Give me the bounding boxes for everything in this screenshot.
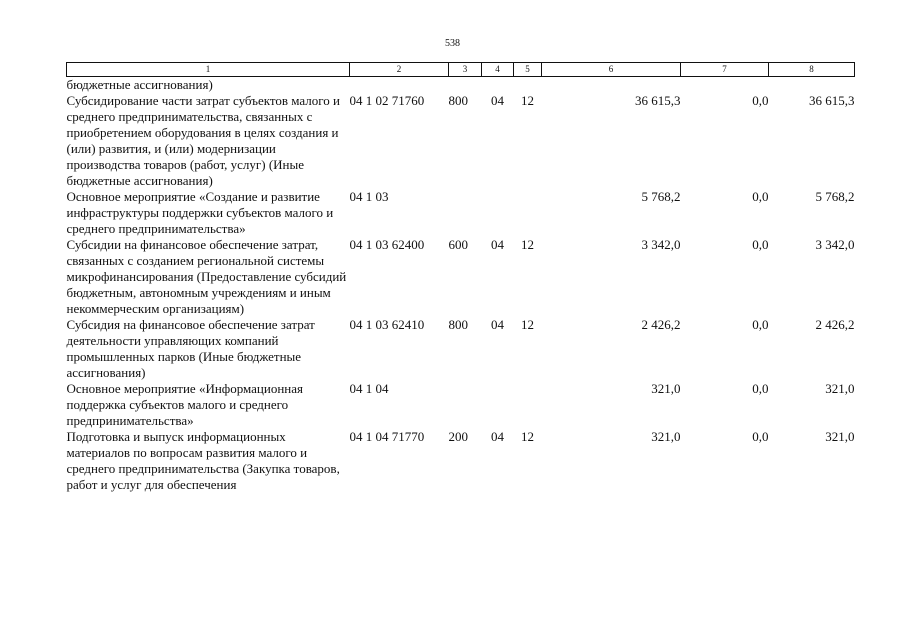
cell-expense-type: 800 xyxy=(448,317,468,332)
cell-name: Подготовка и выпуск информационных материалов по вопросам развития малого и среднего предпринимательства (Закупка товаров, работ и услуг для обеспечения xyxy=(66,429,340,492)
cell-col7: 0,0 xyxy=(752,93,769,108)
table-row xyxy=(67,381,855,429)
cell-col6: 321,0 xyxy=(651,381,681,396)
table-header xyxy=(67,63,855,77)
cell-col6: 36 615,3 xyxy=(635,93,681,108)
cell-name: Основное мероприятие «Создание и развитие инфраструктуры поддержки субъектов малого и среднего предпринимательства» xyxy=(66,189,334,236)
column-header-7: 7 xyxy=(681,63,769,77)
cell-col7: 0,0 xyxy=(752,429,769,444)
cell-subsection xyxy=(514,381,542,429)
cell-col7: 0,0 xyxy=(752,317,769,332)
cell-col7: 0,0 xyxy=(752,189,769,204)
cell-expense-type: 200 xyxy=(448,429,468,444)
cell-col6: 2 426,2 xyxy=(641,317,681,332)
cell-subsection: 12 xyxy=(521,317,534,332)
cell-col8: 321,0 xyxy=(825,381,855,396)
cell-target-code: 04 1 03 xyxy=(349,189,389,204)
cell-section xyxy=(482,381,514,429)
table-row xyxy=(67,429,855,493)
table-row xyxy=(67,77,855,94)
cell-target-code: 04 1 04 71770 xyxy=(349,429,425,444)
column-header-1: 1 xyxy=(67,63,350,77)
column-header-2: 2 xyxy=(350,63,449,77)
table-row xyxy=(67,237,855,317)
cell-col7: 0,0 xyxy=(752,237,769,252)
cell-name: Основное мероприятие «Информационная поддержка субъектов малого и среднего предпринимательства» xyxy=(66,381,303,428)
cell-col8: 5 768,2 xyxy=(815,189,855,204)
cell-col6 xyxy=(542,77,681,94)
column-header-6: 6 xyxy=(542,63,681,77)
column-header-3: 3 xyxy=(449,63,482,77)
page-number: 538 xyxy=(445,38,460,49)
column-header-8: 8 xyxy=(769,63,855,77)
cell-name: Субсидия на финансовое обеспечение затрат деятельности управляющих компаний промышленных парков (Иные бюджетные ассигнования) xyxy=(66,317,315,380)
cell-name: бюджетные ассигнования) xyxy=(66,77,213,92)
cell-target-code xyxy=(350,77,449,94)
cell-col6: 5 768,2 xyxy=(641,189,681,204)
cell-name: Субсидии на финансовое обеспечение затрат, связанных с созданием региональной системы микрофинансирования (Предоставление субсидий бюджетным, автономным учреждениям и иным некоммерческим организациям) xyxy=(66,237,347,316)
cell-expense-type: 800 xyxy=(448,93,468,108)
table-row xyxy=(67,317,855,381)
cell-expense-type xyxy=(449,381,482,429)
cell-section xyxy=(482,77,514,94)
cell-col6: 321,0 xyxy=(651,429,681,444)
cell-target-code: 04 1 03 62400 xyxy=(349,237,425,252)
cell-col8: 321,0 xyxy=(825,429,855,444)
cell-col8: 2 426,2 xyxy=(815,317,855,332)
budget-table xyxy=(66,62,855,493)
cell-subsection xyxy=(514,77,542,94)
cell-expense-type: 600 xyxy=(448,237,468,252)
cell-target-code: 04 1 03 62410 xyxy=(349,317,425,332)
cell-subsection: 12 xyxy=(521,93,534,108)
cell-col7: 0,0 xyxy=(752,381,769,396)
cell-section: 04 xyxy=(491,317,504,332)
cell-col8: 3 342,0 xyxy=(815,237,855,252)
cell-subsection xyxy=(514,189,542,237)
cell-subsection: 12 xyxy=(521,237,534,252)
cell-section: 04 xyxy=(491,93,504,108)
cell-subsection: 12 xyxy=(521,429,534,444)
cell-col8 xyxy=(769,77,855,94)
cell-section xyxy=(482,189,514,237)
cell-col7 xyxy=(681,77,769,94)
table-row xyxy=(67,93,855,189)
cell-expense-type xyxy=(449,77,482,94)
cell-section: 04 xyxy=(491,237,504,252)
cell-col8: 36 615,3 xyxy=(809,93,855,108)
column-header-4: 4 xyxy=(482,63,514,77)
table-body xyxy=(67,77,855,494)
cell-target-code: 04 1 04 xyxy=(349,381,389,396)
cell-section: 04 xyxy=(491,429,504,444)
cell-name: Субсидирование части затрат субъектов малого и среднего предпринимательства, связанных с приобретением оборудования в целях создания и (или) развития, и (или) модернизации производства товаров (работ, услуг) (Иные бюджетные ассигнования) xyxy=(66,93,340,188)
cell-expense-type xyxy=(449,189,482,237)
column-header-5: 5 xyxy=(514,63,542,77)
cell-col6: 3 342,0 xyxy=(641,237,681,252)
header-row xyxy=(67,63,855,77)
cell-target-code: 04 1 02 71760 xyxy=(349,93,425,108)
table-row xyxy=(67,189,855,237)
